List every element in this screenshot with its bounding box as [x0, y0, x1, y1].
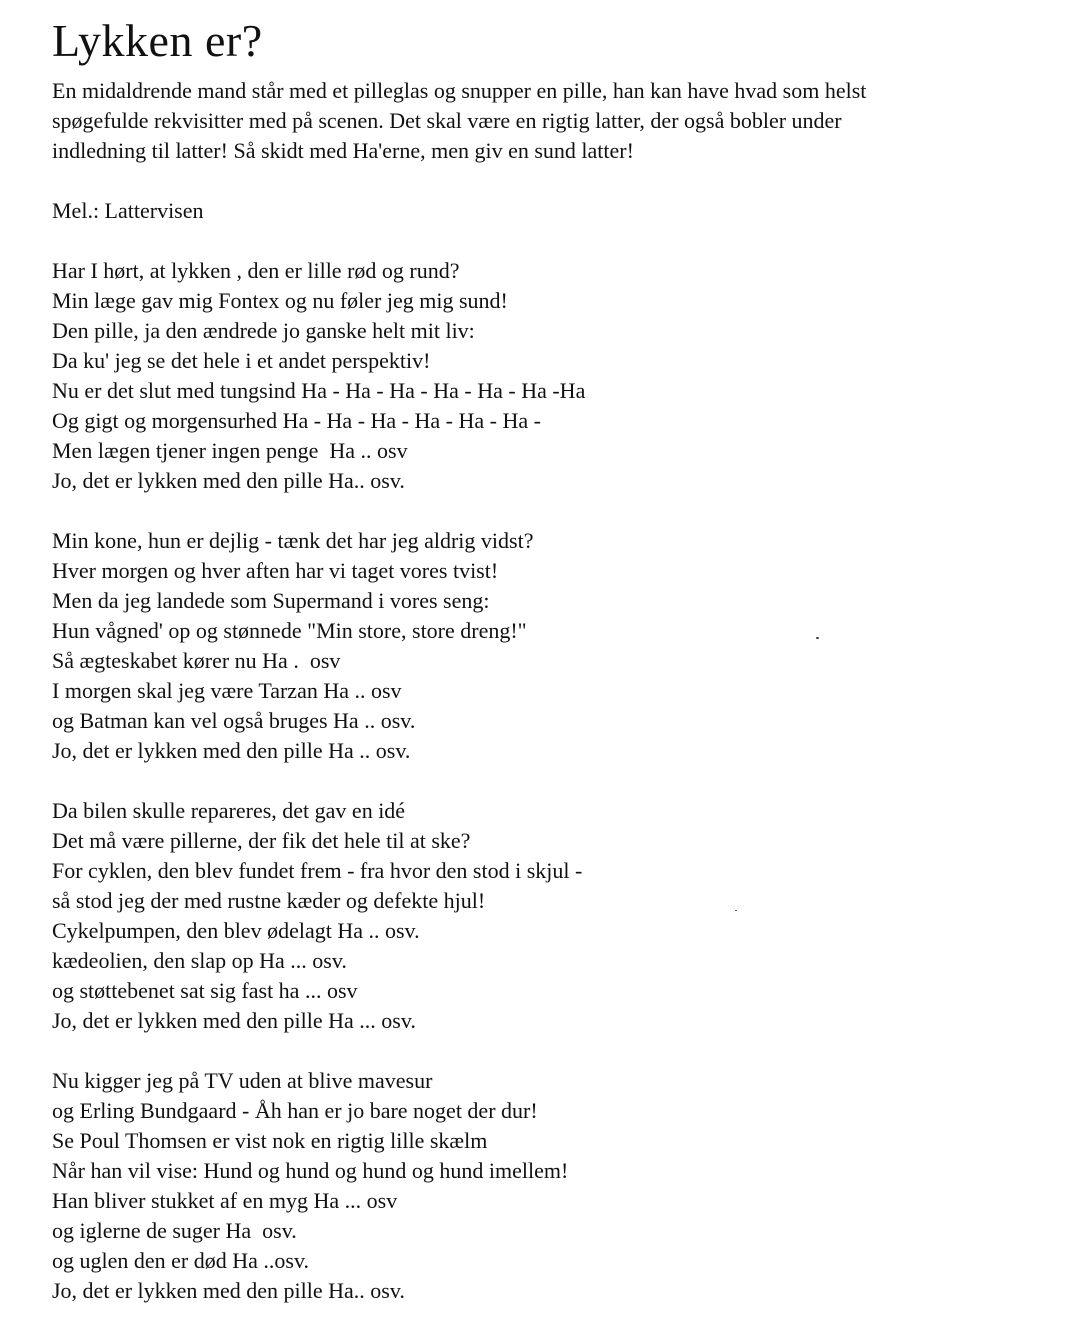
verse-line: Har I hørt, at lykken , den er lille rød og rund? — [52, 258, 460, 283]
verse-1 — [52, 256, 1052, 496]
verse-line: Han bliver stukket af en myg Ha ... osv — [52, 1188, 398, 1213]
verse-line: Min læge gav mig Fontex og nu føler jeg mig sund! — [52, 288, 508, 313]
verse-line: Hver morgen og hver aften har vi taget vores tvist! — [52, 558, 499, 583]
scan-speck — [816, 637, 819, 639]
verse-line: Da ku' jeg se det hele i et andet perspektiv! — [52, 348, 431, 373]
verse-line: Den pille, ja den ændrede jo ganske helt mit liv: — [52, 318, 475, 343]
verse-line: Men da jeg landede som Supermand i vores seng: — [52, 588, 490, 613]
spacer — [52, 1036, 1052, 1066]
verse-4 — [52, 1066, 1052, 1306]
verse-3 — [52, 796, 1052, 1036]
scan-speck — [735, 910, 737, 911]
verse-line: Når han vil vise: Hund og hund og hund og hund imellem! — [52, 1158, 569, 1183]
verse-line: Så ægteskabet kører nu Ha . osv — [52, 648, 341, 673]
verse-line: og Batman kan vel også bruges Ha .. osv. — [52, 708, 416, 733]
verse-line: Cykelpumpen, den blev ødelagt Ha .. osv. — [52, 918, 420, 943]
song-title: Lykken er? — [52, 15, 263, 66]
verse-line: Min kone, hun er dejlig - tænk det har jeg aldrig vidst? — [52, 528, 534, 553]
verse-line: Hun vågned' op og stønnede "Min store, store dreng!" — [52, 618, 527, 643]
verse-line: og iglerne de suger Ha osv. — [52, 1218, 297, 1243]
verse-line: så stod jeg der med rustne kæder og defekte hjul! — [52, 888, 486, 913]
verse-line: Se Poul Thomsen er vist nok en rigtig lille skælm — [52, 1128, 488, 1153]
spacer — [52, 766, 1052, 796]
verse-line: og uglen den er død Ha ..osv. — [52, 1248, 310, 1273]
intro-paragraph — [52, 76, 1052, 166]
verse-line: Jo, det er lykken med den pille Ha .. osv. — [52, 738, 411, 763]
verse-line: Nu kigger jeg på TV uden at blive mavesur — [52, 1068, 433, 1093]
song-sheet — [52, 14, 1052, 1306]
intro-line: spøgefulde rekvisitter med på scenen. Det skal være en rigtig latter, der også bobler under — [52, 108, 842, 133]
verse-line: kædeolien, den slap op Ha ... osv. — [52, 948, 347, 973]
verse-line: Jo, det er lykken med den pille Ha.. osv. — [52, 1278, 405, 1303]
verse-line: og støttebenet sat sig fast ha ... osv — [52, 978, 358, 1003]
verse-line: Det må være pillerne, der fik det hele til at ske? — [52, 828, 471, 853]
verse-line: Nu er det slut med tungsind Ha - Ha - Ha - Ha - Ha - Ha -Ha — [52, 378, 586, 403]
verse-line: Jo, det er lykken med den pille Ha.. osv. — [52, 468, 405, 493]
intro-line: indledning til latter! Så skidt med Ha'erne, men giv en sund latter! — [52, 138, 634, 163]
verse-line: Jo, det er lykken med den pille Ha ... osv. — [52, 1008, 416, 1033]
verse-line: For cyklen, den blev fundet frem - fra hvor den stod i skjul - — [52, 858, 583, 883]
spacer — [52, 226, 1052, 256]
melody-note: Mel.: Lattervisen — [52, 198, 204, 223]
spacer — [52, 496, 1052, 526]
verse-line: og Erling Bundgaard - Åh han er jo bare noget der dur! — [52, 1098, 538, 1123]
verse-line: Men lægen tjener ingen penge Ha .. osv — [52, 438, 408, 463]
verse-2 — [52, 526, 1052, 766]
intro-line: En midaldrende mand står med et pilleglas og snupper en pille, han kan have hvad som helst — [52, 78, 867, 103]
verse-line: I morgen skal jeg være Tarzan Ha .. osv — [52, 678, 402, 703]
verse-line: Og gigt og morgensurhed Ha - Ha - Ha - Ha - Ha - Ha - — [52, 408, 541, 433]
spacer — [52, 166, 1052, 196]
verse-line: Da bilen skulle repareres, det gav en idé — [52, 798, 406, 823]
